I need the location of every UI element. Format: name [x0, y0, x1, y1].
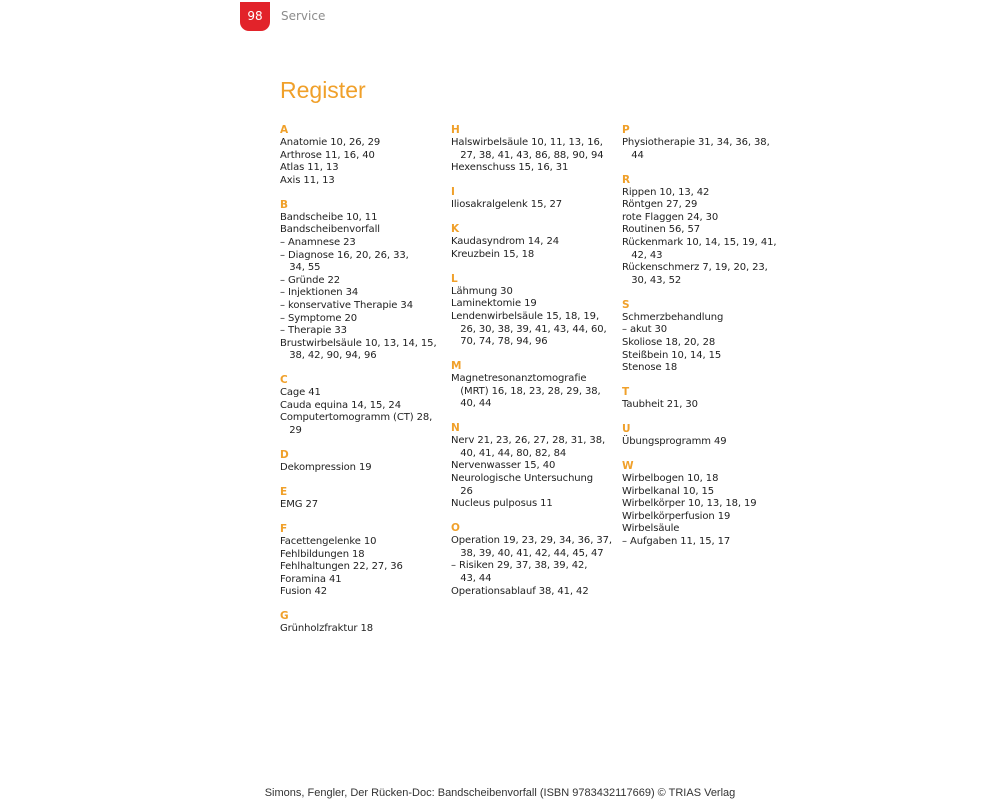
- index-entry: 29: [280, 425, 302, 437]
- index-entry: Operationsablauf 38, 41, 42: [451, 585, 589, 597]
- index-entry: Physiotherapie 31, 34, 36, 38,: [622, 137, 770, 148]
- index-letter-heading: F: [280, 523, 288, 536]
- index-letter-heading: G: [280, 610, 289, 623]
- index-letter-heading: B: [280, 198, 288, 211]
- index-entry: Atlas 11, 13: [280, 162, 339, 174]
- index-entry: Cauda equina 14, 15, 24: [280, 399, 401, 411]
- index-entry: 40, 44: [451, 398, 492, 410]
- index-entry: – konservative Therapie 34: [280, 299, 413, 311]
- page-title: Register: [280, 77, 366, 103]
- index-entry: Kaudasyndrom 14, 24: [451, 236, 559, 248]
- index-entry: – Injektionen 34: [280, 287, 359, 299]
- index-entry: Operation 19, 23, 29, 34, 36, 37,: [451, 535, 612, 547]
- index-entry: 38, 42, 90, 94, 96: [280, 350, 377, 362]
- index-entry: EMG 27: [280, 499, 318, 511]
- index-column-2: [451, 124, 621, 610]
- index-entry: Wirbelkörperfusion 19: [622, 510, 731, 522]
- index-entry: Lähmung 30: [451, 285, 513, 297]
- index-entry: Wirbelbogen 10, 18: [622, 473, 719, 485]
- index-letter-heading: O: [451, 522, 460, 535]
- index-entry: 42, 43: [622, 249, 663, 261]
- index-entry: Übungsprogramm 49: [622, 436, 727, 448]
- index-entry: 70, 74, 78, 94, 96: [451, 336, 548, 348]
- index-entry: Fusion 42: [280, 586, 327, 598]
- index-letter-heading: N: [451, 422, 460, 435]
- index-group-h: [451, 124, 621, 175]
- index-entry: Wirbelsäule: [622, 523, 680, 535]
- index-group-m: [451, 360, 621, 411]
- index-group-f: [280, 523, 450, 599]
- index-entry: – Gründe 22: [280, 274, 341, 286]
- index-group-l: [451, 273, 621, 349]
- index-entry: Kreuzbein 15, 18: [451, 248, 535, 260]
- index-entry: Bandscheibe 10, 11: [280, 211, 378, 223]
- index-group-i: [451, 186, 621, 212]
- index-group-a: [280, 124, 450, 187]
- index-letter-heading: A: [280, 124, 289, 136]
- index-entry: Nerv 21, 23, 26, 27, 28, 31, 38,: [451, 435, 606, 447]
- index-entry: Lendenwirbelsäule 15, 18, 19,: [451, 310, 600, 322]
- index-group-n: [451, 422, 621, 511]
- index-letter-heading: R: [622, 173, 630, 186]
- index-entry: Dekompression 19: [280, 462, 372, 474]
- footer-citation: Simons, Fengler, Der Rücken-Doc: Bandscheibenvorfall (ISBN 9783432117669) © TRIAS Verlag: [264, 787, 736, 799]
- index-entry: Foramina 41: [280, 573, 342, 585]
- index-letter-heading: H: [451, 124, 460, 136]
- page-number-badge: 98: [240, 2, 270, 31]
- index-entry: Hexenschuss 15, 16, 31: [451, 162, 569, 174]
- index-entry: Fehlhaltungen 22, 27, 36: [280, 561, 403, 573]
- index-entry: Bandscheibenvorfall: [280, 224, 380, 236]
- index-entry: Schmerzbehandlung: [622, 311, 724, 323]
- index-entry: Facettengelenke 10: [280, 536, 377, 548]
- index-letter-heading: E: [280, 486, 288, 499]
- index-entry: – Symptome 20: [280, 312, 358, 324]
- index-entry: Nucleus pulposus 11: [451, 498, 553, 510]
- index-entry: Neurologische Untersuchung: [451, 473, 594, 485]
- index-letter-heading: T: [622, 386, 630, 399]
- index-entry: rote Flaggen 24, 30: [622, 211, 719, 223]
- index-group-e: [280, 486, 450, 512]
- index-entry: Computertomogramm (CT) 28,: [280, 412, 433, 424]
- index-entry: 43, 44: [451, 573, 492, 584]
- index-column-3: [622, 124, 792, 560]
- index-entry: 44: [622, 149, 644, 161]
- index-entry: Laminektomie 19: [451, 298, 537, 310]
- index-entry: Steißbein 10, 14, 15: [622, 349, 722, 361]
- index-entry: Axis 11, 13: [280, 174, 335, 186]
- index-entry: (MRT) 16, 18, 23, 28, 29, 38,: [451, 385, 601, 397]
- index-group-o: [451, 522, 621, 598]
- index-entry: – Therapie 33: [280, 325, 347, 337]
- index-entry: – Anamnese 23: [280, 236, 356, 248]
- index-group-s: [622, 299, 792, 375]
- index-group-d: [280, 449, 450, 475]
- index-entry: – Aufgaben 11, 15, 17: [622, 536, 731, 548]
- index-letter-heading: C: [280, 374, 288, 387]
- index-entry: 34, 55: [280, 262, 321, 274]
- index-letter-heading: U: [622, 423, 631, 436]
- index-column-1: [280, 124, 450, 647]
- index-entry: 40, 41, 44, 80, 82, 84: [451, 447, 567, 459]
- index-group-t: [622, 386, 792, 412]
- index-group-p: [622, 124, 792, 162]
- index-entry: Routinen 56, 57: [622, 224, 700, 236]
- index-group-u: [622, 423, 792, 449]
- index-entry: – Diagnose 16, 20, 26, 33,: [280, 249, 409, 261]
- index-entry: 30, 43, 52: [622, 274, 682, 286]
- index-letter-heading: M: [451, 360, 462, 373]
- index-entry: Rückenmark 10, 14, 15, 19, 41,: [622, 236, 777, 248]
- index-group-g: [280, 610, 450, 636]
- index-letter-heading: K: [451, 223, 460, 236]
- index-entry: Halswirbelsäule 10, 11, 13, 16,: [451, 137, 603, 148]
- index-letter-heading: L: [451, 272, 458, 285]
- index-entry: Magnetresonanztomografie: [451, 373, 587, 385]
- index-group-k: [451, 223, 621, 261]
- index-entry: Skoliose 18, 20, 28: [622, 336, 716, 348]
- index-group-c: [280, 374, 450, 437]
- section-label: Service: [281, 9, 326, 23]
- index-entry: Wirbelkörper 10, 13, 18, 19: [622, 498, 757, 510]
- index-entry: Röntgen 27, 29: [622, 199, 698, 211]
- index-entry: Iliosakralgelenk 15, 27: [451, 199, 563, 211]
- index-letter-heading: D: [280, 449, 289, 462]
- index-letter-heading: I: [451, 186, 455, 199]
- index-entry: 27, 38, 41, 43, 86, 88, 90, 94: [451, 149, 604, 161]
- index-entry: Rückenschmerz 7, 19, 20, 23,: [622, 262, 768, 274]
- index-entry: Nervenwasser 15, 40: [451, 460, 556, 472]
- index-group-b: [280, 199, 450, 363]
- index-entry: Arthrose 11, 16, 40: [280, 149, 375, 161]
- index-entry: Brustwirbelsäule 10, 13, 14, 15,: [280, 337, 437, 349]
- index-group-r: [622, 174, 792, 288]
- index-entry: – akut 30: [622, 324, 668, 336]
- index-letter-heading: P: [622, 124, 630, 136]
- index-entry: 38, 39, 40, 41, 42, 44, 45, 47: [451, 547, 604, 559]
- index-entry: Taubheit 21, 30: [622, 399, 698, 411]
- index-entry: Anatomie 10, 26, 29: [280, 137, 381, 148]
- index-entry: – Risiken 29, 37, 38, 39, 42,: [451, 560, 588, 572]
- index-letter-heading: S: [622, 298, 630, 311]
- index-entry: Grünholzfraktur 18: [280, 623, 374, 635]
- index-entry: Wirbelkanal 10, 15: [622, 485, 715, 497]
- index-entry: Stenose 18: [622, 362, 678, 374]
- index-letter-heading: W: [622, 460, 634, 473]
- index-entry: 26: [451, 485, 473, 497]
- index-group-w: [622, 460, 792, 549]
- index-entry: Rippen 10, 13, 42: [622, 186, 710, 198]
- index-entry: Fehlbildungen 18: [280, 548, 365, 560]
- index-entry: 26, 30, 38, 39, 41, 43, 44, 60,: [451, 323, 607, 335]
- index-entry: Cage 41: [280, 387, 321, 399]
